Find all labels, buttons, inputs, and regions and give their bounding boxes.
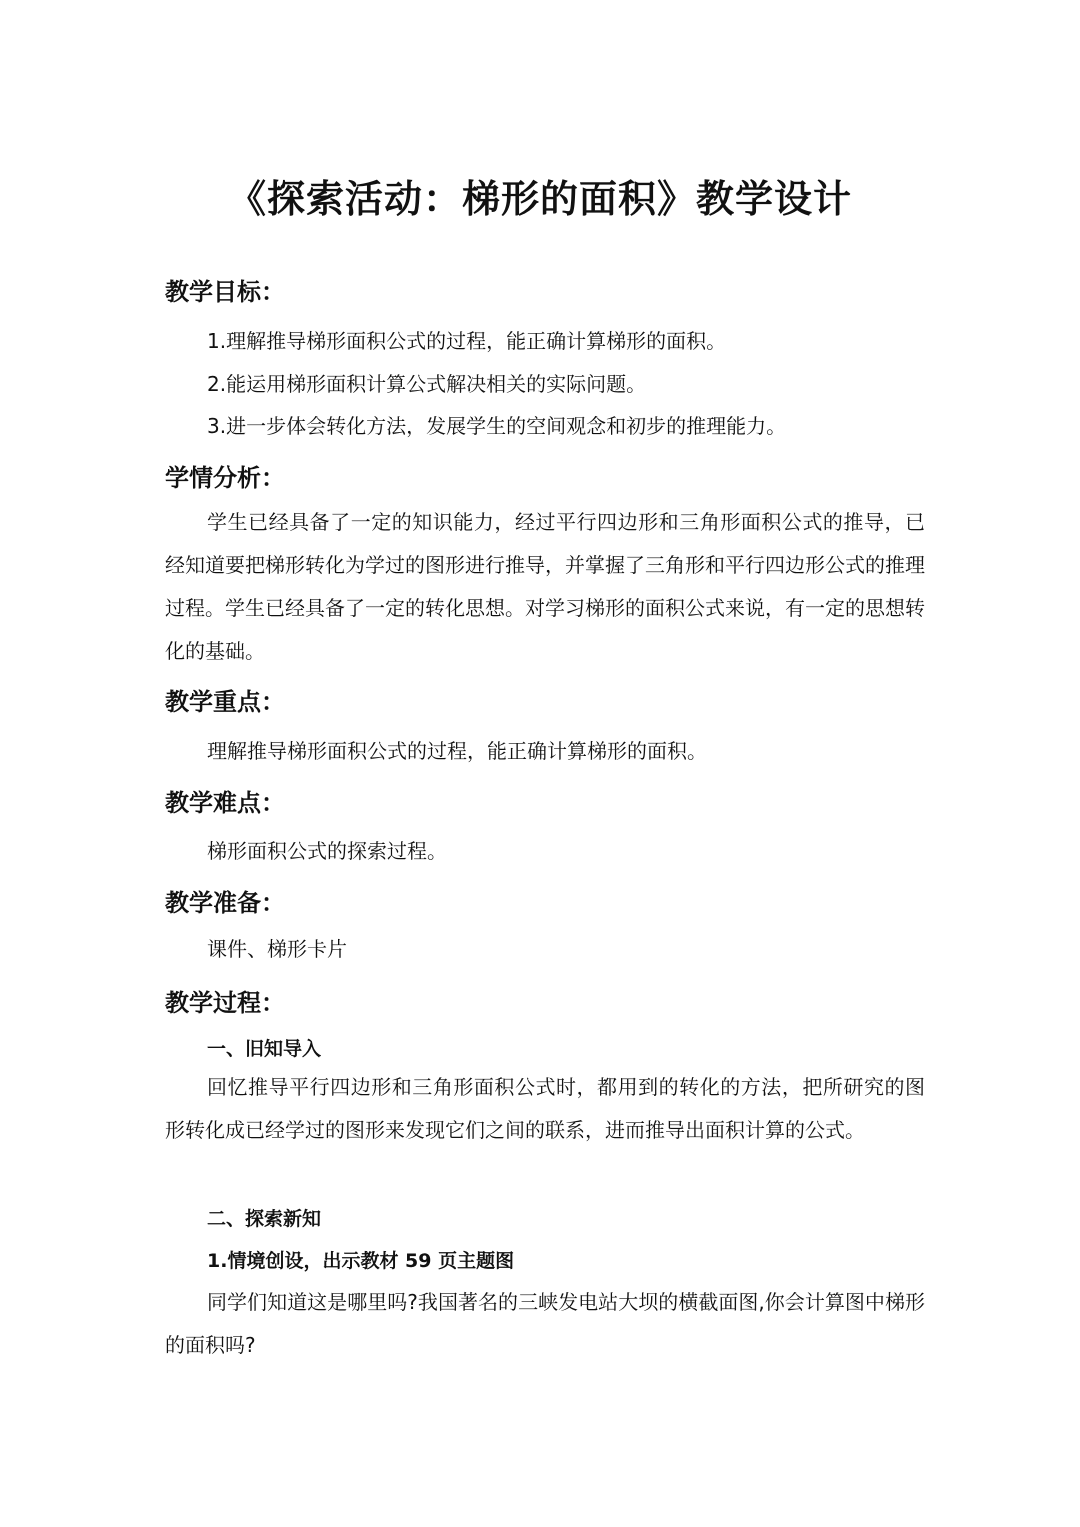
analysis-heading: 学情分析：	[165, 464, 285, 492]
section1-paragraph: 回忆推导平行四边形和三角形面积公式时，都用到的转化的方法，把所研究的图形转化成已经学过的图形来发现它们之间的联系，进而推导出面积计算的公式。	[165, 1075, 925, 1142]
difficulties-text: 梯形面积公式的探索过程。	[207, 839, 447, 863]
objectives-heading: 教学目标：	[165, 278, 285, 306]
objective-item-2: 2.能运用梯形面积计算公式解决相关的实际问题。	[207, 372, 647, 396]
difficulties-heading: 教学难点：	[165, 789, 285, 817]
section2-title: 二、探索新知	[207, 1208, 322, 1230]
analysis-paragraph: 学生已经具备了一定的知识能力，经过平行四边形和三角形面积公式的推导，已经知道要把梯形转化为学过的图形进行推导，并掌握了三角形和平行四边形公式的推理过程。学生已经具备了一定的转化思想。对学习梯形的面积公式来说，有一定的思想转化的基础。	[165, 510, 925, 663]
document-title: 《探索活动：梯形的面积》教学设计	[227, 177, 852, 221]
process-heading: 教学过程：	[165, 989, 285, 1017]
section1-title: 一、旧知导入	[207, 1038, 322, 1060]
key-points-text: 理解推导梯形面积公式的过程，能正确计算梯形的面积。	[207, 739, 707, 763]
section2-paragraph: 同学们知道这是哪里吗?我国著名的三峡发电站大坝的横截面图,你会计算图中梯形的面积吗?	[165, 1290, 925, 1357]
objective-item-1: 1.理解推导梯形面积公式的过程，能正确计算梯形的面积。	[207, 329, 727, 353]
section2-subtitle: 1.情境创设，出示教材 59 页主题图	[207, 1250, 515, 1272]
objective-item-3: 3.进一步体会转化方法，发展学生的空间观念和初步的推理能力。	[207, 414, 787, 438]
preparation-text: 课件、梯形卡片	[207, 937, 347, 961]
key-points-heading: 教学重点：	[165, 688, 285, 716]
preparation-heading: 教学准备：	[165, 889, 285, 917]
